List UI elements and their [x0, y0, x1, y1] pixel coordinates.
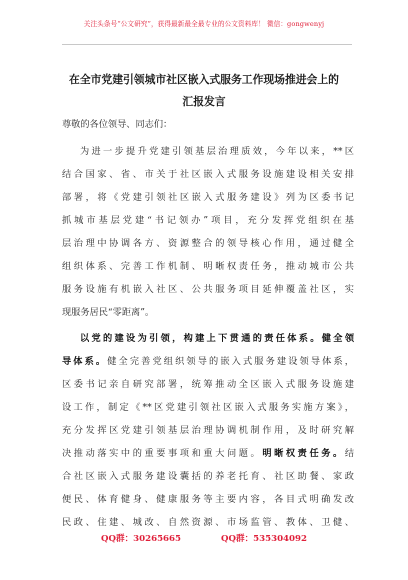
section-heading: 以党的建设为引领，构建上下贯通的责任体系。	[80, 333, 322, 344]
para1-line: 层治理中协调各方、资源整合的领导核心作用，通过健全	[62, 238, 354, 249]
document-title-line2: 汇报发言	[182, 95, 226, 108]
subsection-heading: 明晰权责任务。	[262, 448, 345, 459]
para2-line: 民政、住建、城改、自然资源、市场监管、教体、卫健、	[62, 517, 354, 528]
para2-text: 决推动落实中的重要事项和重大问题。	[62, 448, 263, 459]
para2-heading-line	[80, 332, 354, 345]
para1-line: 现服务居民“零距离”。	[62, 307, 155, 318]
para1-line: 结合国家、省、市关于社区嵌入式服务设施建设相关安排	[62, 169, 354, 180]
para2-line: 区委书记亲自研究部署，统筹推动全区嵌入式服务设施建	[62, 379, 354, 390]
para2-line	[62, 447, 354, 460]
para2-text: 结	[344, 448, 354, 459]
header-divider	[62, 44, 352, 45]
para2-line: 便民、体育健身、健康服务等主要内容，各目式明确发改	[62, 494, 354, 505]
para2-line	[62, 355, 354, 368]
footer-qq-group-1: QQ群：30265665	[101, 534, 181, 544]
para1-line: 部署，将《党建引领社区嵌入式服务建设》列为区委书记	[62, 192, 354, 203]
para1-line: 组织体系、完善工作机制、明晰权责任务，推动城市公共	[62, 261, 354, 272]
para1-line: 抓城市基层党建“书记领办”项目，充分发挥党组织在基	[62, 215, 354, 226]
para2-line: 充分发挥区党建引领基层治理协调机制作用，及时研究解	[62, 425, 354, 436]
para1-line: 服务设施有机嵌入社区、公共服务项目延伸覆盖社区，实	[62, 284, 354, 295]
footer-contacts	[0, 532, 408, 544]
header-banner: 关注头条号“公文研究”，获得最新最全最专业的公文资料库！ 微信：gongwenyj	[83, 20, 325, 28]
subsection-heading: 导体系。	[62, 356, 108, 367]
para1-line: 为进一步提升党建引领基层治理质效，今年以来，**区	[80, 146, 354, 157]
para2-line: 合社区嵌入式服务建设囊括的养老托育、社区助餐、家政	[62, 471, 354, 482]
para2-text: 健全完善党组织领导的嵌入式服务建设领导体系，	[107, 356, 354, 367]
salutation: 尊敬的各位领导、同志们：	[62, 119, 173, 130]
subsection-heading: 健全领	[321, 333, 354, 344]
para2-line: 设工作，制定《**区党建引领社区嵌入式服务实施方案》，	[62, 402, 354, 413]
document-title-line1: 在全市党建引领城市社区嵌入式服务工作现场推进会上的	[69, 73, 339, 86]
footer-qq-group-2: QQ群：535304092	[221, 534, 307, 544]
